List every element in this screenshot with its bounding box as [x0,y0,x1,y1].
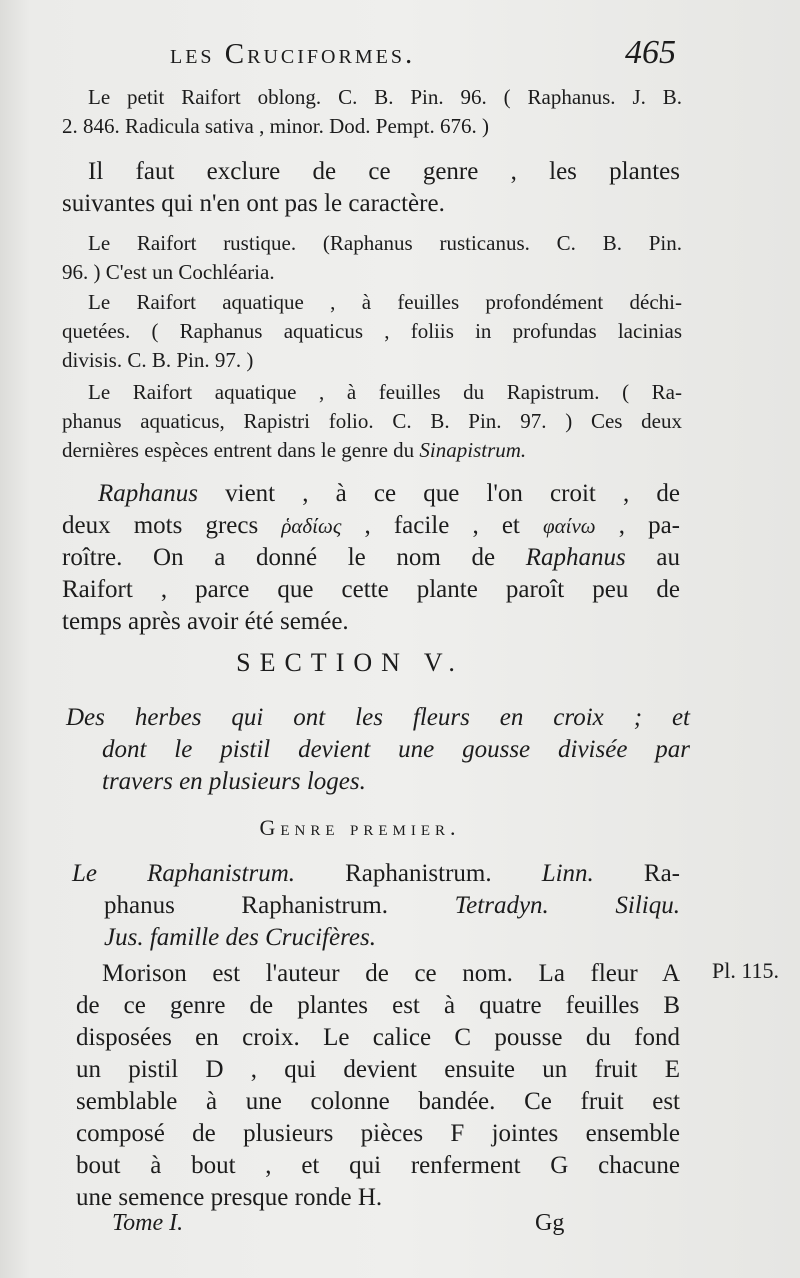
section-description-line-3: travers en plusieurs loges. [102,768,366,795]
genre-line-2 [72,890,680,922]
exclusion-line-1: Il faut exclure de ce genre , les plantes [88,158,680,185]
siliqu-abbrev: Siliqu. [615,892,680,919]
excluded-2-line-1: Le Raifort aquatique , à feuilles profondément déchi- [88,290,682,314]
excluded-plant-2 [62,288,682,375]
running-head-title: les Cruciformes. [170,38,416,70]
excluded-3-line-1: Le Raifort aquatique , à feuilles du Rapistrum. ( Ra- [88,380,682,404]
etymology-line-3-b: au [625,544,680,571]
description-paragraph [76,958,680,1214]
greek-word-1: ῥαδίως [281,514,342,538]
section-title: SECTION V. [236,648,464,677]
genre-name: Le Raphanistrum. [72,860,296,887]
volume-label: Tome I. [112,1210,184,1236]
description-line-7: bout à bout , et qui renferment G chacune [76,1152,680,1179]
genus-sinapistrum: Sinapistrum. [419,438,527,462]
signature-mark: Gg [535,1210,565,1236]
etymology-line-5: temps après avoir été semée. [62,608,349,635]
section-description-line-1: Des herbes qui ont les fleurs en croix ; et [66,704,690,731]
description-line-8: une semence presque ronde H. [76,1184,383,1211]
description-line-2: de ce genre de plantes est à quatre feuilles B [76,992,680,1019]
synonym-line-2: 2. 846. Radicula sativa , minor. Dod. Pempt. 676. ) [62,114,489,138]
excluded-1-line-1: Le Raifort rustique. (Raphanus rusticanus. C. B. Pin. [88,231,682,255]
description-line-5: semblable à une colonne bandée. Ce fruit est [76,1088,680,1115]
term-raphanus-2: Raphanus [525,544,626,571]
description-line-3: disposées en croix. Le calice C pousse du fond [76,1024,680,1051]
etymology-line-3 [62,542,680,574]
exclusion-line-2: suivantes qui n'en ont pas le caractère. [62,190,445,217]
section-description-line-2: dont le pistil devient une gousse divisée par [102,736,690,763]
synonym-paragraph [62,83,682,141]
term-raphanus: Raphanus [98,480,198,507]
etymology-paragraph [62,478,680,638]
description-line-4: un pistil D , qui devient ensuite un fruit E [76,1056,680,1083]
excluded-2-line-3: divisis. C. B. Pin. 97. ) [62,348,254,372]
etymology-line-2-b: , facile , et [341,512,543,539]
excluded-1-line-2: 96. ) C'est un Cochléaria. [62,260,275,284]
excluded-3-line-3-text: dernières espèces entrent dans le genre du [62,438,420,462]
section-description [66,702,690,798]
excluded-plant-3 [62,378,682,465]
description-line-6: composé de plusieurs pièces F jointes ensemble [76,1120,680,1147]
etymology-line-1 [62,478,680,510]
description-line-1: Morison est l'auteur de ce nom. La fleur A [102,960,680,987]
greek-word-2: φαίνω [542,514,596,538]
synonym-line-1: Le petit Raifort oblong. C. B. Pin. 96. ( Raphanus. J. B. [88,85,682,109]
genre-heading: Genre premier. [259,815,461,840]
genre-line-1-text-b: Ra- [593,860,680,887]
running-head [170,34,690,78]
genre-line-1 [72,858,680,890]
etymology-line-2-c: , pa- [595,512,681,539]
plate-reference: Pl. 115. [712,958,780,983]
jussieu-family: Jus. famille des Crucifères. [104,924,376,951]
etymology-line-2-a: deux mots grecs [62,512,282,539]
genre-synonyms [72,858,680,954]
excluded-3-line-2: phanus aquaticus, Rapistri folio. C. B. Pin. 97. ) Ces deux [62,409,682,433]
etymology-line-2 [62,510,680,542]
etymology-line-1-text: vient , à ce que l'on croit , de [198,480,680,507]
genre-line-2-text: phanus Raphanistrum. [104,892,455,919]
excluded-plant-1 [62,229,682,287]
linnaeus-abbrev: Linn. [541,860,594,887]
excluded-2-line-2: quetées. ( Raphanus aquaticus , foliis in profundas lacinias [62,319,682,343]
excluded-3-line-3 [62,436,682,465]
exclusion-paragraph [62,156,680,220]
etymology-line-3-a: roître. On a donné le nom de [62,544,526,571]
genre-line-1-text: Raphanistrum. [295,860,542,887]
genre-line-3 [72,922,680,954]
page-number: 465 [625,34,676,71]
etymology-line-4: Raifort , parce que cette plante paroît peu de [62,576,680,603]
tetradyn-abbrev: Tetradyn. [454,892,549,919]
